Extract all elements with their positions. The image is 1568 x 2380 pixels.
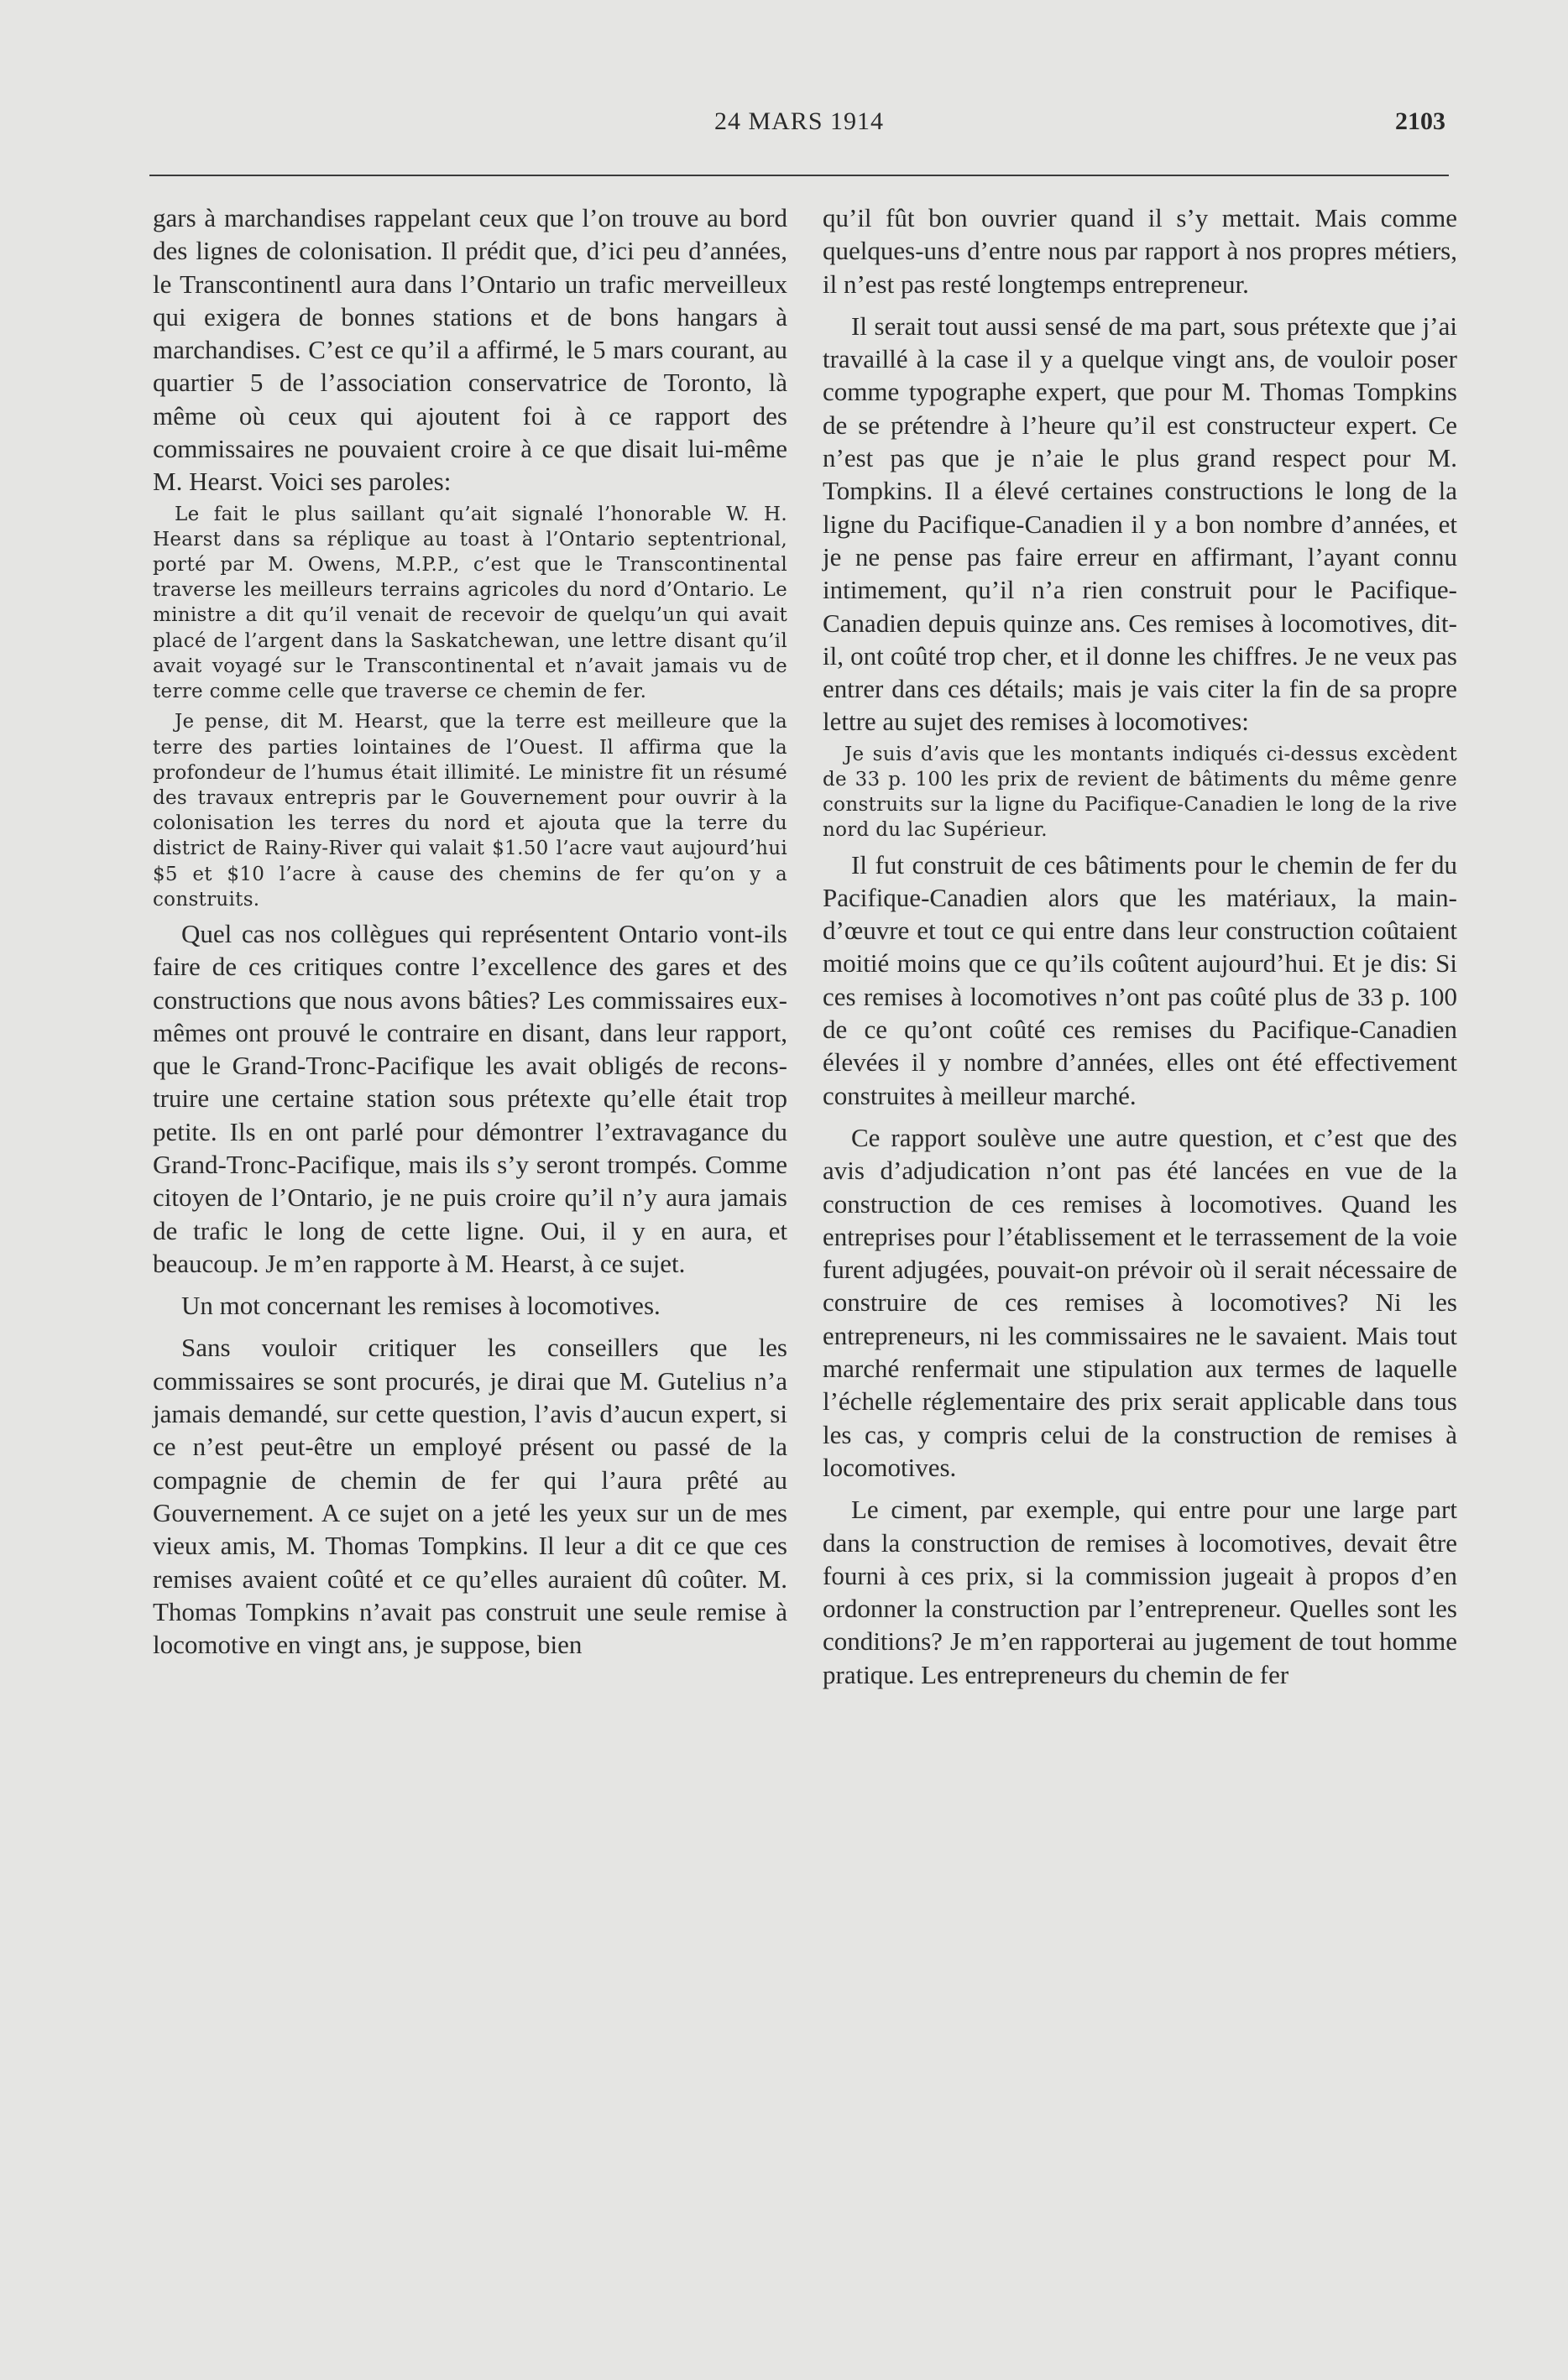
quotation: Le fait le plus saillant qu’ait signalé l’honorable W. H. Hearst dans sa réplique au toast à l’Ontario septentrional, porté par M. Owens, M.P.P., c’est que le Transcontinental traverse les meilleurs terrains agricoles du nord d’Ontario. Le ministre a dit qu’il venait de recevoir de quelqu’un qui avait placé de l’argent dans la Saskatchewan, une lettre disant qu’il avait voyagé sur le Transcontinental et n’avait jamais vu de terre comme celle que traverse ce chemin de fer. [153,503,787,703]
paragraph: qu’il fût bon ouvrier quand il s’y mettait. Mais comme quelques-uns d’entre nous par rapport à nos propres métiers, il n’est pas resté longtemps entrepreneur. [823,203,1457,299]
left-column [153,201,787,1661]
page-header [153,107,1445,149]
quotation: Je pense, dit M. Hearst, que la terre est meilleure que la terre des parties lointaines de l’Ouest. Il affirma que la profondeur de l’humus était illimité. Le ministre fit un résumé des travaux entrepris par le Gouvernement pour ouvrir à la colonisation les terres du nord et ajouta que la terre du district de Rainy-River qui valait $1.50 l’acre vaut aujourd’hui $5 et $10 l’acre à cause des chemins de fer qu’on y a construits. [153,711,787,911]
paragraph: Il fut construit de ces bâtiments pour le chemin de fer du Pacifique-Canadien alors que les matériaux, la main-d’œuvre et tout ce qui entre dans leur construction coûtaient moitié moins que ce qu’ils coûtent aujourd’hui. Et je dis: Si ces remises à locomotives n’ont pas coûté plus de 33 p. 100 de ce qu’ont coûté ces remises du Pacifique-Canadien élevées il y nombre d’années, elles ont été effectivement construites à meilleur marché. [823,849,1457,1110]
paragraph: Quel cas nos collègues qui représentent Ontario vont-ils faire de ces critiques contre l’excellence des gares et des constructions que nous avons bâties? Les commissaires eux-mêmes ont prouvé le contraire en disant, dans leur rapport, que le Grand-Tronc-Pacifique les avait obligés de reconstruire une certaine station sous prétexte qu’elle était trop petite. Ils en ont parlé pour démontrer l’extravagance du Grand-Tronc-Pacifique, mais ils s’y seront trompés. Comme citoyen de l’Ontario, je ne puis croire qu’il n’y aura jamais de trafic le long de cette ligne. Oui, il y en aura, et beaucoup. Je m’en rapporte à M. Hearst, à ce sujet. [153,918,787,1278]
paragraph: Il serait tout aussi sensé de ma part, sous prétexte que j’ai travaillé à la case il y a quelque vingt ans, de vouloir poser comme typographe expert, que pour M. Thomas Tompkins de se prétendre à l’heure qu’il est constructeur expert. Ce n’est pas que je n’aie le plus grand respect pour M. Tompkins. Il a élevé certaines constructions le long de la ligne du Pacifique-Canadien il y a bon nombre d’années, et je ne pense pas faire erreur en affirmant, l’ayant connu intimement, qu’il n’a rien construit pour le Pacifique-Canadien depuis quinze ans. Ces remises à locomotives, dit-il, ont coûté trop cher, et il donne les chiffres. Je ne veux pas entrer dans ces détails; mais je vais citer la fin de sa propre lettre au sujet des remises à locomotives: [823,311,1457,737]
right-column [823,201,1457,1691]
page-number: 2103 [1395,107,1445,135]
header-date: 24 MARS 1914 [713,107,885,135]
paragraph: Un mot concernant les remises à locomotives. [181,1291,661,1321]
quotation: Je suis d’avis que les montants indiqués ci-dessus excèdent de 33 p. 100 les prix de revient de bâtiments du même genre construits sur la ligne du Pacifique-Canadien le long de la rive nord du lac Supérieur. [823,743,1457,842]
paragraph: Sans vouloir critiquer les conseillers que les commissaires se sont procurés, je dirai que M. Gutelius n’a jamais demandé, sur cette question, l’avis d’aucun expert, si ce n’est peut-être un employé présent ou passé de la compagnie de chemin de fer qui l’aura prêté au Gouvernement. A ce sujet on a jeté les yeux sur un de mes vieux amis, M. Thomas Tompkins. Il leur a dit ce que ces remises avaient coûté et ce qu’elles auraient dû coûter. M. Thomas Tompkins n’avait pas construit une seule remise à locomotive en vingt ans, je suppose, bien [153,1333,787,1660]
paragraph: Le ciment, par exemple, qui entre pour une large part dans la construction de remises à locomotives, devait être fourni à ces prix, si la commission jugeait à propos d’en ordonner la construction par l’entrepreneur. Quelles sont les conditions? Je m’en rapporterai au jugement de tout homme pratique. Les entrepreneurs du chemin de fer [823,1495,1457,1689]
header-rule [149,175,1449,176]
paragraph: gars à marchandises rappelant ceux que l’on trouve au bord des lignes de colonisation. Il prédit que, d’ici peu d’années, le Transcontinentl aura dans l’Ontario un trafic merveilleux qui exigera de bonnes stations et de bons hangars à marchandises. C’est ce qu’il a affirmé, le 5 mars courant, au quartier 5 de l’association conservatrice de Toronto, là même où ceux qui ajoutent foi à ce rapport des commissaires ne pouvaient croire à ce que disait lui-même M. Hearst. Voici ses paroles: [153,203,787,497]
paragraph: Ce rapport soulève une autre question, et c’est que des avis d’adjudication n’ont pas été lancées en vue de la construction de ces remises à locomotives. Quand les entreprises pour l’établissement et le terrassement de la voie furent adjugées, pouvait-on prévoir où il serait nécessaire de construire de ces remises à locomotives? Ni les entrepreneurs, ni les commissaires ne le savaient. Mais tout marché renfermait une stipulation aux termes de laquelle l’échelle réglementaire des prix serait applicable dans tous les cas, y compris celui de la construction de remises à locomotives. [823,1122,1457,1482]
